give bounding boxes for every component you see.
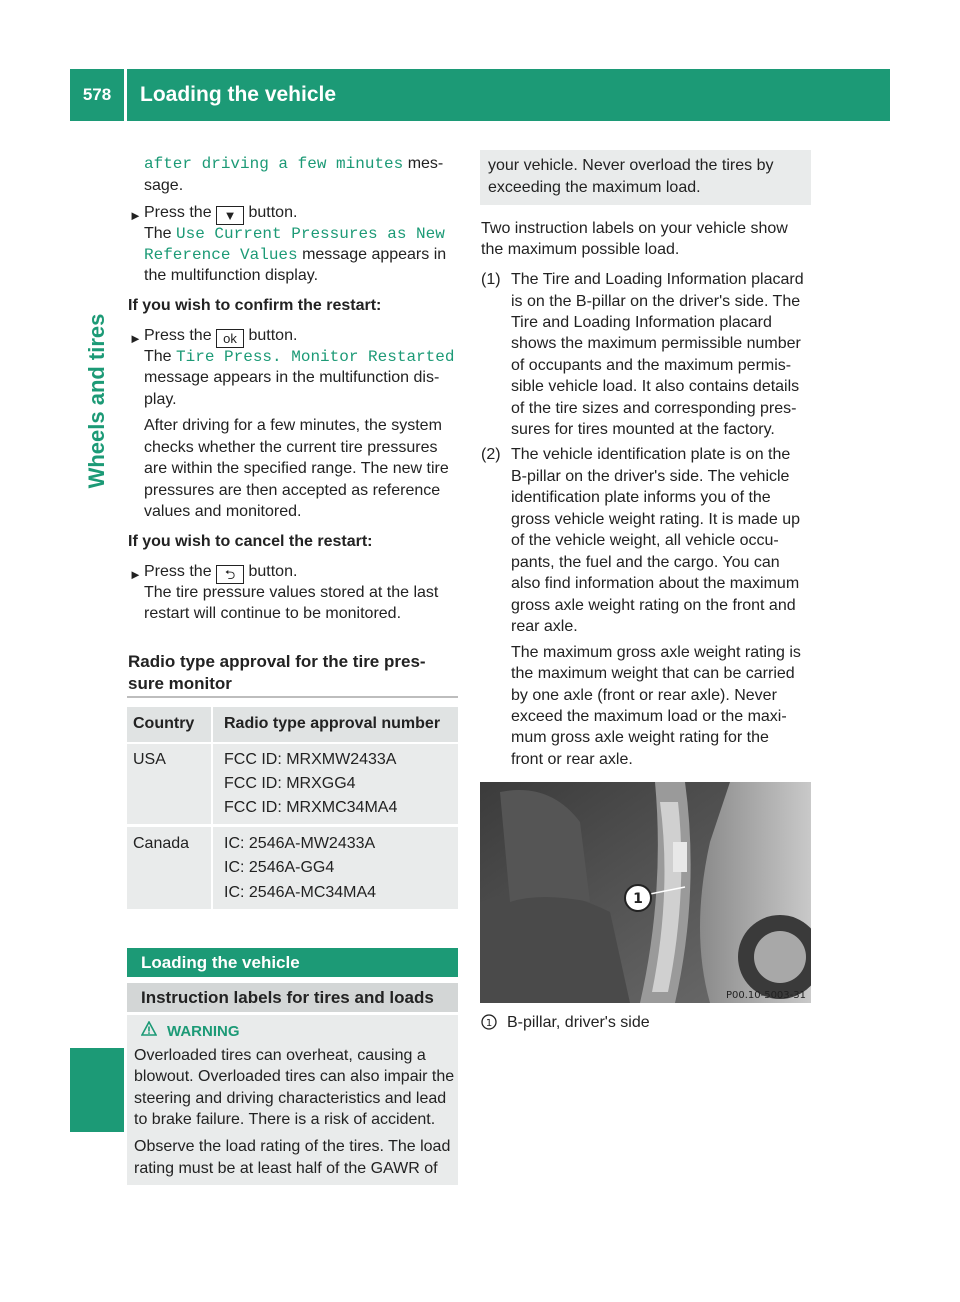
display-message: Tire Press. Monitor Restarted: [176, 348, 455, 366]
list-line: by one axle (front or rear axle). Never: [511, 687, 777, 704]
b-pillar-illustration: [480, 782, 811, 1003]
photo-caption: B-pillar, driver's side: [507, 1014, 650, 1031]
table-cell-id: FCC ID: MRXGG4: [224, 775, 356, 792]
list-line: exceed the maximum load or the maxi-: [511, 708, 787, 725]
table-header-country: Country: [133, 715, 195, 732]
section-heading-labels: Instruction labels for tires and loads: [127, 983, 458, 1012]
section-heading-loading: Loading the vehicle: [127, 948, 458, 977]
text-fragment: Press the: [144, 204, 217, 221]
list-line: mum gross axle weight rating for the: [511, 729, 769, 746]
list-line: front or rear axle.: [511, 751, 633, 768]
cancel-heading: If you wish to cancel the restart:: [128, 533, 373, 550]
down-button-icon: ▼: [216, 206, 244, 225]
list-line: B-pillar on the driver's side. The vehicle: [511, 468, 790, 485]
list-line: The maximum gross axle weight rating is: [511, 644, 801, 661]
step-line: pressures are then accepted as reference: [144, 482, 441, 499]
radio-heading: sure monitor: [128, 674, 232, 693]
warning-line: exceeding the maximum load.: [488, 179, 701, 196]
table-header-approval: Radio type approval number: [224, 715, 441, 732]
table-cell-id: IC: 2546A-MC34MA4: [224, 884, 377, 901]
step-line: The tire pressure values stored at the last: [144, 584, 439, 601]
confirm-heading: If you wish to confirm the restart:: [128, 297, 382, 314]
page-title: Loading the vehicle: [140, 83, 337, 106]
list-line: rear axle.: [511, 618, 578, 635]
warning-icon: [141, 1021, 157, 1037]
display-message: after driving a few minutes: [144, 155, 404, 173]
table-cell-id: FCC ID: MRXMC34MA4: [224, 799, 398, 816]
warning-line: Overloaded tires can overheat, causing a: [134, 1047, 426, 1064]
list-line: also find information about the maximum: [511, 575, 800, 592]
step-line: message appears in the multifunction dis-: [144, 369, 440, 386]
side-tab-block: [70, 1048, 124, 1132]
text-fragment: button.: [244, 563, 298, 580]
warning-box-continued: [480, 150, 811, 205]
header-divider: [124, 69, 127, 121]
step-arrow-icon: ►: [129, 208, 142, 223]
list-line: The vehicle identification plate is on the: [511, 446, 791, 463]
table-cell: [127, 827, 211, 909]
table-top-rule: [127, 696, 458, 698]
list-line: of occupants and the maximum permis-: [511, 357, 792, 374]
list-line: pants, the fuel and the cargo. You can: [511, 554, 780, 571]
text-fragment: Press the: [144, 327, 217, 344]
step-line: [144, 244, 446, 267]
warning-box: [127, 1015, 458, 1185]
text-fragment: The: [144, 348, 177, 365]
list-line: is on the B-pillar on the driver's side. The: [511, 293, 801, 310]
text-line: Two instruction labels on your vehicle show: [481, 220, 788, 237]
warning-line: rating must be at least half of the GAWR of: [134, 1160, 438, 1177]
table-cell: [127, 744, 211, 824]
step-line: checks whether the current tire pressures: [144, 439, 438, 456]
step-line: After driving for a few minutes, the system: [144, 417, 442, 434]
text-fragment: Press the: [144, 563, 217, 580]
warning-line: blowout. Overloaded tires can also impair the: [134, 1068, 455, 1085]
text-fragment: message appears in: [297, 246, 447, 263]
text-fragment: button.: [244, 204, 298, 221]
step-line: [144, 346, 454, 369]
table-cell: [213, 744, 458, 824]
text-fragment: mes-: [403, 155, 444, 172]
warning-line: to brake failure. There is a risk of accident.: [134, 1111, 436, 1128]
table-header-cell: [213, 707, 458, 742]
text-fragment: The: [144, 225, 177, 242]
back-button-icon: ⮌: [216, 565, 244, 584]
list-line: of the vehicle weight, all vehicle occu-: [511, 532, 779, 549]
list-line: of the tire sizes and corresponding pres-: [511, 400, 797, 417]
page-number: 578: [82, 85, 112, 104]
text-line: the maximum possible load.: [481, 241, 680, 258]
display-message: Reference Values: [144, 246, 298, 264]
radio-heading: Radio type approval for the tire pres-: [128, 652, 426, 671]
step-line: values and monitored.: [144, 503, 302, 520]
caption-number: 1: [485, 1018, 493, 1029]
text-line: sage.: [144, 177, 184, 194]
text-fragment: button.: [244, 327, 298, 344]
table-header-cell: [127, 707, 211, 742]
b-pillar-photo: [480, 782, 811, 1003]
step-arrow-icon: ►: [129, 567, 142, 582]
warning-line: your vehicle. Never overload the tires by: [488, 157, 774, 174]
list-line: The Tire and Loading Information placard: [511, 271, 804, 288]
list-number: (2): [481, 446, 501, 463]
ok-button-icon: ok: [216, 329, 244, 348]
list-line: gross vehicle weight rating. It is made up: [511, 511, 801, 528]
list-number: (1): [481, 271, 501, 288]
list-line: identification plate informs you of the: [511, 489, 771, 506]
step-arrow-icon: ►: [129, 331, 142, 346]
step-line: the multifunction display.: [144, 267, 319, 284]
step-line: [144, 223, 445, 246]
table-cell-country: Canada: [133, 835, 190, 852]
step-line: play.: [144, 391, 177, 408]
warning-line: steering and driving characteristics and lead: [134, 1090, 447, 1107]
list-line: gross axle weight rating on the front and: [511, 597, 796, 614]
table-cell: [213, 827, 458, 909]
text-line: [144, 153, 443, 176]
step-line: restart will continue to be monitored.: [144, 605, 402, 622]
step-line: [144, 561, 297, 584]
side-tab-label: Wheels and tires: [84, 313, 109, 489]
photo-code: P00.10-5003-31: [725, 990, 806, 1001]
photo-callout: 1: [633, 891, 643, 907]
callout-icon: [481, 1014, 497, 1030]
table-cell-id: IC: 2546A-GG4: [224, 859, 335, 876]
step-line: [144, 202, 297, 225]
warning-line: Observe the load rating of the tires. The load: [134, 1138, 451, 1155]
table-cell-id: FCC ID: MRXMW2433A: [224, 751, 397, 768]
warning-title: WARNING: [167, 1023, 240, 1040]
display-message: Use Current Pressures as New: [176, 225, 445, 243]
table-cell-country: USA: [133, 751, 166, 768]
step-line: [144, 325, 297, 348]
list-line: sible vehicle load. It also contains details: [511, 378, 800, 395]
step-line: are within the specified range. The new tire: [144, 460, 449, 477]
side-tab[interactable]: [70, 121, 124, 681]
list-line: sures for tires mounted at the factory.: [511, 421, 775, 438]
table-cell-id: IC: 2546A-MW2433A: [224, 835, 376, 852]
list-line: Tire and Loading Information placard: [511, 314, 772, 331]
list-line: the maximum weight that can be carried: [511, 665, 795, 682]
list-line: shows the maximum permissible number: [511, 335, 801, 352]
